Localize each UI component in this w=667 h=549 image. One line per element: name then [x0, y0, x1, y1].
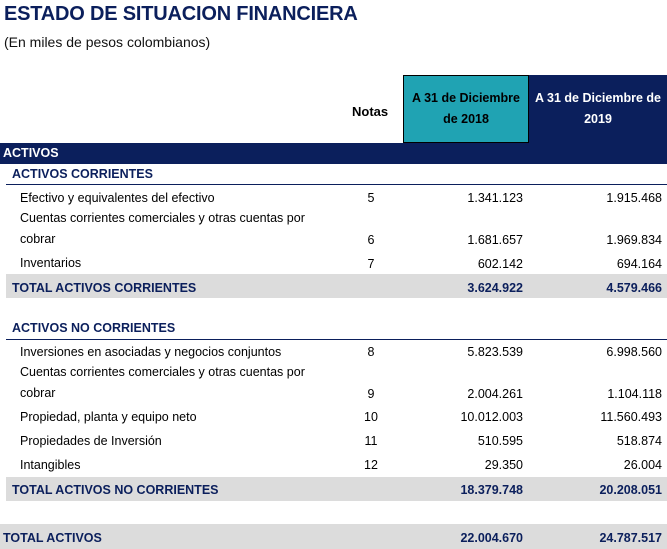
row-value-2019: 26.004	[623, 458, 662, 472]
total-label: TOTAL ACTIVOS CORRIENTES	[12, 281, 197, 295]
section-heading-corrientes: ACTIVOS CORRIENTES	[12, 167, 153, 181]
row-label: Cuentas corrientes comerciales y otras cuentas por	[20, 211, 305, 225]
grand-total-value-2018: 22.004.670	[460, 531, 523, 545]
page-subtitle: (En miles de pesos colombianos)	[4, 34, 211, 50]
row-label-cont: cobrar	[20, 386, 56, 400]
row-note: 9	[367, 387, 375, 401]
row-note: 12	[364, 458, 378, 472]
row-value-2018: 10.012.003	[460, 410, 523, 424]
header-notas: Notas	[352, 104, 389, 119]
section-heading-no-corrientes: ACTIVOS NO CORRIENTES	[12, 321, 176, 335]
row-note: 6	[367, 233, 375, 247]
row-note: 8	[367, 345, 375, 359]
row-label-cont: cobrar	[20, 232, 56, 246]
row-value-2018: 5.823.539	[467, 345, 523, 359]
row-value-2019: 694.164	[616, 257, 662, 271]
row-note: 7	[367, 257, 375, 271]
row-label: Propiedades de Inversión	[20, 434, 162, 448]
row-value-2018: 510.595	[477, 434, 523, 448]
row-value-2019: 6.998.560	[606, 345, 662, 359]
row-label: Inventarios	[20, 256, 82, 270]
header-col-2018-label: A 31 de Diciembre de 2018	[412, 91, 520, 126]
row-value-2019: 518.874	[616, 434, 662, 448]
activos-bar	[0, 143, 667, 164]
row-value-2018: 29.350	[484, 458, 523, 472]
total-value-2019: 20.208.051	[599, 483, 662, 497]
header-col-2019-label: A 31 de Diciembre de 2019	[535, 91, 661, 126]
total-label: TOTAL ACTIVOS NO CORRIENTES	[12, 483, 219, 497]
row-note: 11	[364, 434, 378, 448]
page-title: ESTADO DE SITUACION FINANCIERA	[4, 3, 358, 25]
row-value-2019: 1.915.468	[606, 191, 662, 205]
row-label: Cuentas corrientes comerciales y otras cuentas por	[20, 365, 305, 379]
grand-total-label: TOTAL ACTIVOS	[3, 531, 102, 545]
row-value-2019: 1.969.834	[606, 233, 662, 247]
row-value-2019: 11.560.493	[600, 410, 662, 424]
row-label: Propiedad, planta y equipo neto	[20, 410, 197, 424]
header-col-2018	[403, 75, 529, 143]
row-value-2018: 1.341.123	[467, 191, 523, 205]
total-value-2018: 18.379.748	[460, 483, 523, 497]
row-value-2018: 602.142	[477, 257, 523, 271]
section-rule	[6, 184, 667, 185]
row-note: 10	[364, 410, 378, 424]
header-col-2019	[529, 75, 667, 143]
row-value-2019: 1.104.118	[607, 387, 662, 401]
row-value-2018: 2.004.261	[467, 387, 523, 401]
row-note: 5	[367, 191, 375, 205]
activos-label: ACTIVOS	[3, 146, 59, 160]
row-label: Intangibles	[20, 458, 81, 472]
section-rule	[6, 339, 667, 340]
row-label: Inversiones en asociadas y negocios conjuntos	[20, 345, 282, 359]
total-value-2018: 3.624.922	[467, 281, 523, 295]
total-value-2019: 4.579.466	[606, 281, 662, 295]
grand-total-value-2019: 24.787.517	[599, 531, 662, 545]
row-value-2018: 1.681.657	[467, 233, 523, 247]
row-label: Efectivo y equivalentes del efectivo	[20, 191, 215, 205]
